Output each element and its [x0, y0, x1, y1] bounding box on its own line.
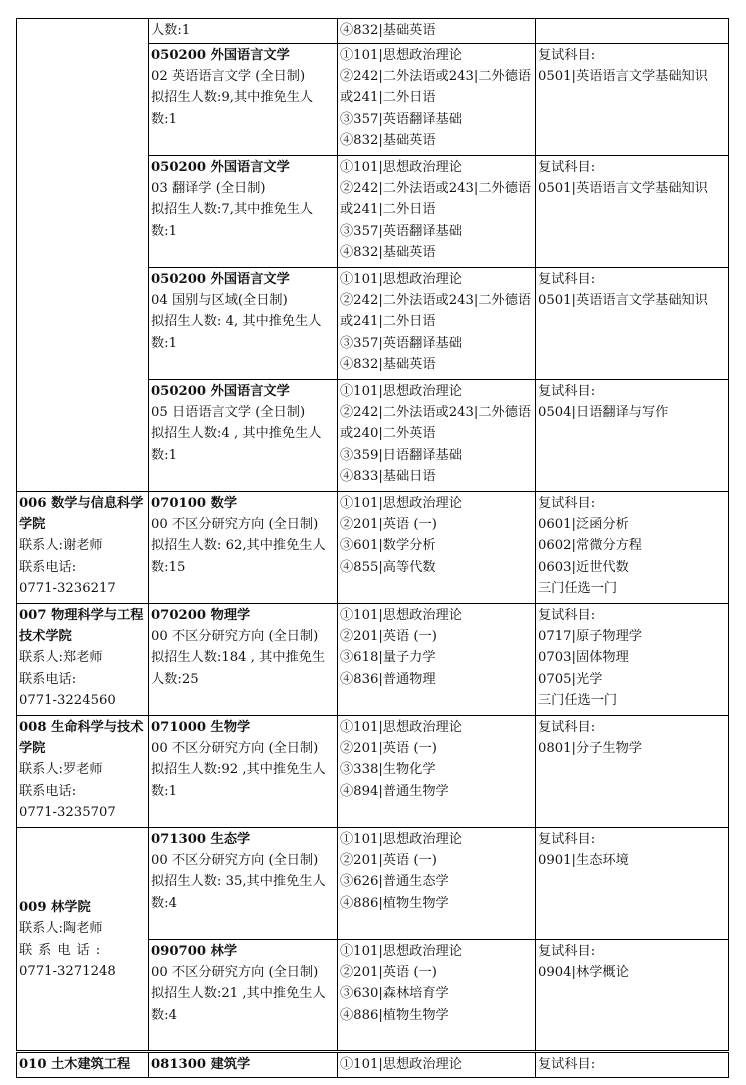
program-code: 070200 物理学 [151, 608, 251, 623]
exam-subject: ④894|普通生物学 [340, 783, 449, 799]
dept-name: 008 生命科学与技术学院 [19, 720, 144, 757]
program-quota: 拟招生人数:7,其中推免生人数:1 [151, 202, 314, 239]
exam-subject: ②201|英语 (一) [340, 629, 437, 645]
exam-subject: ②242|二外法语或243|二外德语或241|二外日语 [340, 293, 532, 330]
program-quota: 拟招生人数:4 , 其中推免生人数:1 [151, 426, 322, 463]
exam-cell [338, 380, 536, 492]
dept-cell [17, 1052, 149, 1078]
program-direction: 05 日语语言文学 (全日制) [151, 405, 306, 421]
exam-subject: ③357|英语翻译基础 [340, 335, 462, 351]
program-code: 050200 外国语言文学 [151, 272, 290, 287]
exam-subject: ①101|思想政治理论 [340, 608, 462, 623]
retest-subject: 0601|泛函分析 [538, 517, 629, 533]
retest-cell [536, 940, 729, 1052]
program-quota: 拟招生人数:184 , 其中推免生人数:25 [151, 650, 326, 687]
retest-label: 复试科目: [538, 48, 596, 63]
program-quota-tail: 人数:1 [151, 23, 191, 38]
program-quota: 拟招生人数: 4, 其中推免生人数:1 [151, 314, 322, 351]
retest-cell [536, 828, 729, 940]
retest-subject: 0501|英语语言文学基础知识 [538, 293, 708, 309]
exam-subject: ①101|思想政治理论 [340, 272, 462, 287]
exam-subject: ②242|二外法语或243|二外德语或241|二外日语 [340, 69, 532, 106]
table-row [17, 828, 729, 940]
program-cell [149, 940, 338, 1052]
program-cell [149, 268, 338, 380]
exam-subject: ④832|基础英语 [340, 356, 436, 372]
program-direction: 02 英语语言文学 (全日制) [151, 69, 306, 85]
program-cell [149, 604, 338, 716]
program-quota: 拟招生人数:9,其中推免生人数:1 [151, 90, 314, 127]
program-code: 071300 生态学 [151, 832, 251, 847]
dept-phone-label: 联系电话: [19, 559, 77, 575]
exam-cell [338, 44, 536, 156]
program-direction: 00 不区分研究方向 (全日制) [151, 965, 319, 981]
exam-subject: ③338|生物化学 [340, 762, 436, 778]
retest-subject: 0603|近世代数 [538, 559, 629, 575]
program-cell [149, 380, 338, 492]
exam-subject: ③630|森林培育学 [340, 986, 449, 1002]
retest-cell [536, 716, 729, 828]
table-row [17, 1052, 729, 1078]
retest-cell [536, 604, 729, 716]
retest-label: 复试科目: [538, 608, 596, 623]
exam-cell [338, 940, 536, 1052]
program-direction: 03 翻译学 (全日制) [151, 181, 266, 197]
retest-label: 复试科目: [538, 160, 596, 175]
program-code: 050200 外国语言文学 [151, 384, 290, 399]
dept-cell [17, 604, 149, 716]
program-cell [149, 828, 338, 940]
retest-label: 复试科目: [538, 272, 596, 287]
dept-name: 009 林学院 [19, 900, 91, 916]
retest-label: 复试科目: [538, 384, 596, 399]
exam-subject: ④855|高等代数 [340, 559, 436, 575]
retest-cell [536, 19, 729, 44]
exam-subject: ④832|基础英语 [340, 244, 436, 260]
program-cell [149, 19, 338, 44]
retest-cell [536, 44, 729, 156]
program-code: 050200 外国语言文学 [151, 160, 290, 175]
exam-cell [338, 19, 536, 44]
exam-subject: ①101|思想政治理论 [340, 944, 462, 959]
retest-note: 三门任选一门 [538, 692, 618, 708]
exam-subject: ①101|思想政治理论 [340, 832, 462, 847]
retest-cell [536, 156, 729, 268]
dept-contact: 联系人:陶老师 [19, 921, 103, 937]
retest-cell [536, 1052, 729, 1078]
exam-cell [338, 268, 536, 380]
program-cell [149, 1052, 338, 1078]
exam-subject: ②242|二外法语或243|二外德语或241|二外日语 [340, 181, 532, 218]
exam-subject: ④886|植物生物学 [340, 1007, 449, 1023]
program-quota: 拟招生人数: 35,其中推免生人数:4 [151, 874, 326, 911]
exam-cell [338, 156, 536, 268]
program-quota: 拟招生人数:92 ,其中推免生人数:1 [151, 762, 326, 799]
exam-cell [338, 1052, 536, 1078]
dept-contact: 联系人:罗老师 [19, 762, 103, 778]
exam-subject: ②201|英语 (一) [340, 853, 437, 869]
dept-phone: 0771-3236217 [19, 580, 116, 596]
program-code: 081300 建筑学 [151, 1057, 251, 1072]
retest-cell [536, 380, 729, 492]
program-direction: 04 国别与区域(全日制) [151, 293, 288, 309]
admissions-table [16, 18, 729, 1078]
exam-subject: ④832|基础英语 [340, 23, 436, 38]
exam-subject: ①101|思想政治理论 [340, 384, 462, 399]
dept-phone-label: 联系电话: [19, 942, 107, 958]
retest-subject: 0504|日语翻译与写作 [538, 405, 669, 421]
exam-subject: ④833|基础日语 [340, 468, 436, 484]
exam-subject: ①101|思想政治理论 [340, 720, 462, 735]
exam-cell [338, 492, 536, 604]
program-code: 090700 林学 [151, 944, 238, 959]
retest-cell [536, 492, 729, 604]
retest-subject: 0501|英语语言文学基础知识 [538, 69, 708, 85]
program-cell [149, 156, 338, 268]
program-code: 070100 数学 [151, 496, 238, 511]
retest-cell [536, 268, 729, 380]
exam-cell [338, 828, 536, 940]
dept-cell [17, 716, 149, 828]
exam-subject: ③601|数学分析 [340, 538, 436, 554]
dept-contact: 联系人:谢老师 [19, 538, 103, 554]
table-row [17, 19, 729, 44]
exam-subject: ①101|思想政治理论 [340, 48, 462, 63]
program-cell [149, 44, 338, 156]
retest-label: 复试科目: [538, 1057, 596, 1072]
program-direction: 00 不区分研究方向 (全日制) [151, 853, 319, 869]
retest-note: 三门任选一门 [538, 580, 618, 596]
retest-label: 复试科目: [538, 832, 596, 847]
program-direction: 00 不区分研究方向 (全日制) [151, 741, 319, 757]
program-code: 050200 外国语言文学 [151, 48, 290, 63]
dept-name: 007 物理科学与工程技术学院 [19, 608, 144, 645]
dept-phone: 0771-3224560 [19, 692, 116, 708]
exam-subject: ③357|英语翻译基础 [340, 111, 462, 127]
table-row [17, 604, 729, 716]
exam-cell [338, 604, 536, 716]
retest-label: 复试科目: [538, 944, 596, 959]
exam-subject: ③618|量子力学 [340, 650, 436, 666]
exam-subject: ①101|思想政治理论 [340, 496, 462, 511]
retest-label: 复试科目: [538, 720, 596, 735]
program-cell [149, 716, 338, 828]
retest-subject: 0801|分子生物学 [538, 741, 642, 757]
dept-cell [17, 828, 149, 1052]
table-row [17, 492, 729, 604]
program-direction: 00 不区分研究方向 (全日制) [151, 517, 319, 533]
program-quota: 拟招生人数:21 ,其中推免生人数:4 [151, 986, 326, 1023]
retest-subject: 0703|固体物理 [538, 650, 629, 666]
dept-name: 006 数学与信息科学学院 [19, 496, 144, 533]
exam-subject: ③626|普通生态学 [340, 874, 449, 890]
program-cell [149, 492, 338, 604]
dept-contact: 联系人:郑老师 [19, 650, 103, 666]
exam-subject: ②242|二外法语或243|二外德语或240|二外英语 [340, 405, 532, 442]
dept-phone-label: 联系电话: [19, 783, 77, 799]
exam-subject: ③359|日语翻译基础 [340, 447, 462, 463]
exam-subject: ①101|思想政治理论 [340, 1057, 462, 1072]
exam-subject: ①101|思想政治理论 [340, 160, 462, 175]
exam-subject: ②201|英语 (一) [340, 741, 437, 757]
dept-name: 010 土木建筑工程 [19, 1057, 131, 1072]
retest-subject: 0904|林学概论 [538, 965, 629, 981]
program-code: 071000 生物学 [151, 720, 251, 735]
exam-subject: ③357|英语翻译基础 [340, 223, 462, 239]
dept-phone-label: 联系电话: [19, 671, 77, 687]
program-quota: 拟招生人数: 62,其中推免生人数:15 [151, 538, 326, 575]
retest-subject: 0717|原子物理学 [538, 629, 642, 645]
exam-subject: ④836|普通物理 [340, 671, 436, 687]
dept-cell [17, 492, 149, 604]
exam-cell [338, 716, 536, 828]
table-row [17, 716, 729, 828]
program-direction: 00 不区分研究方向 (全日制) [151, 629, 319, 645]
dept-cell-empty [17, 19, 149, 492]
exam-subject: ②201|英语 (一) [340, 517, 437, 533]
exam-subject: ④832|基础英语 [340, 132, 436, 148]
retest-subject: 0901|生态环境 [538, 853, 629, 869]
retest-subject: 0705|光学 [538, 671, 603, 687]
dept-phone: 0771-3235707 [19, 804, 116, 820]
dept-phone: 0771-3271248 [19, 963, 116, 979]
exam-subject: ②201|英语 (一) [340, 965, 437, 981]
exam-subject: ④886|植物生物学 [340, 895, 449, 911]
retest-label: 复试科目: [538, 496, 596, 511]
retest-subject: 0602|常微分方程 [538, 538, 642, 554]
retest-subject: 0501|英语语言文学基础知识 [538, 181, 708, 197]
